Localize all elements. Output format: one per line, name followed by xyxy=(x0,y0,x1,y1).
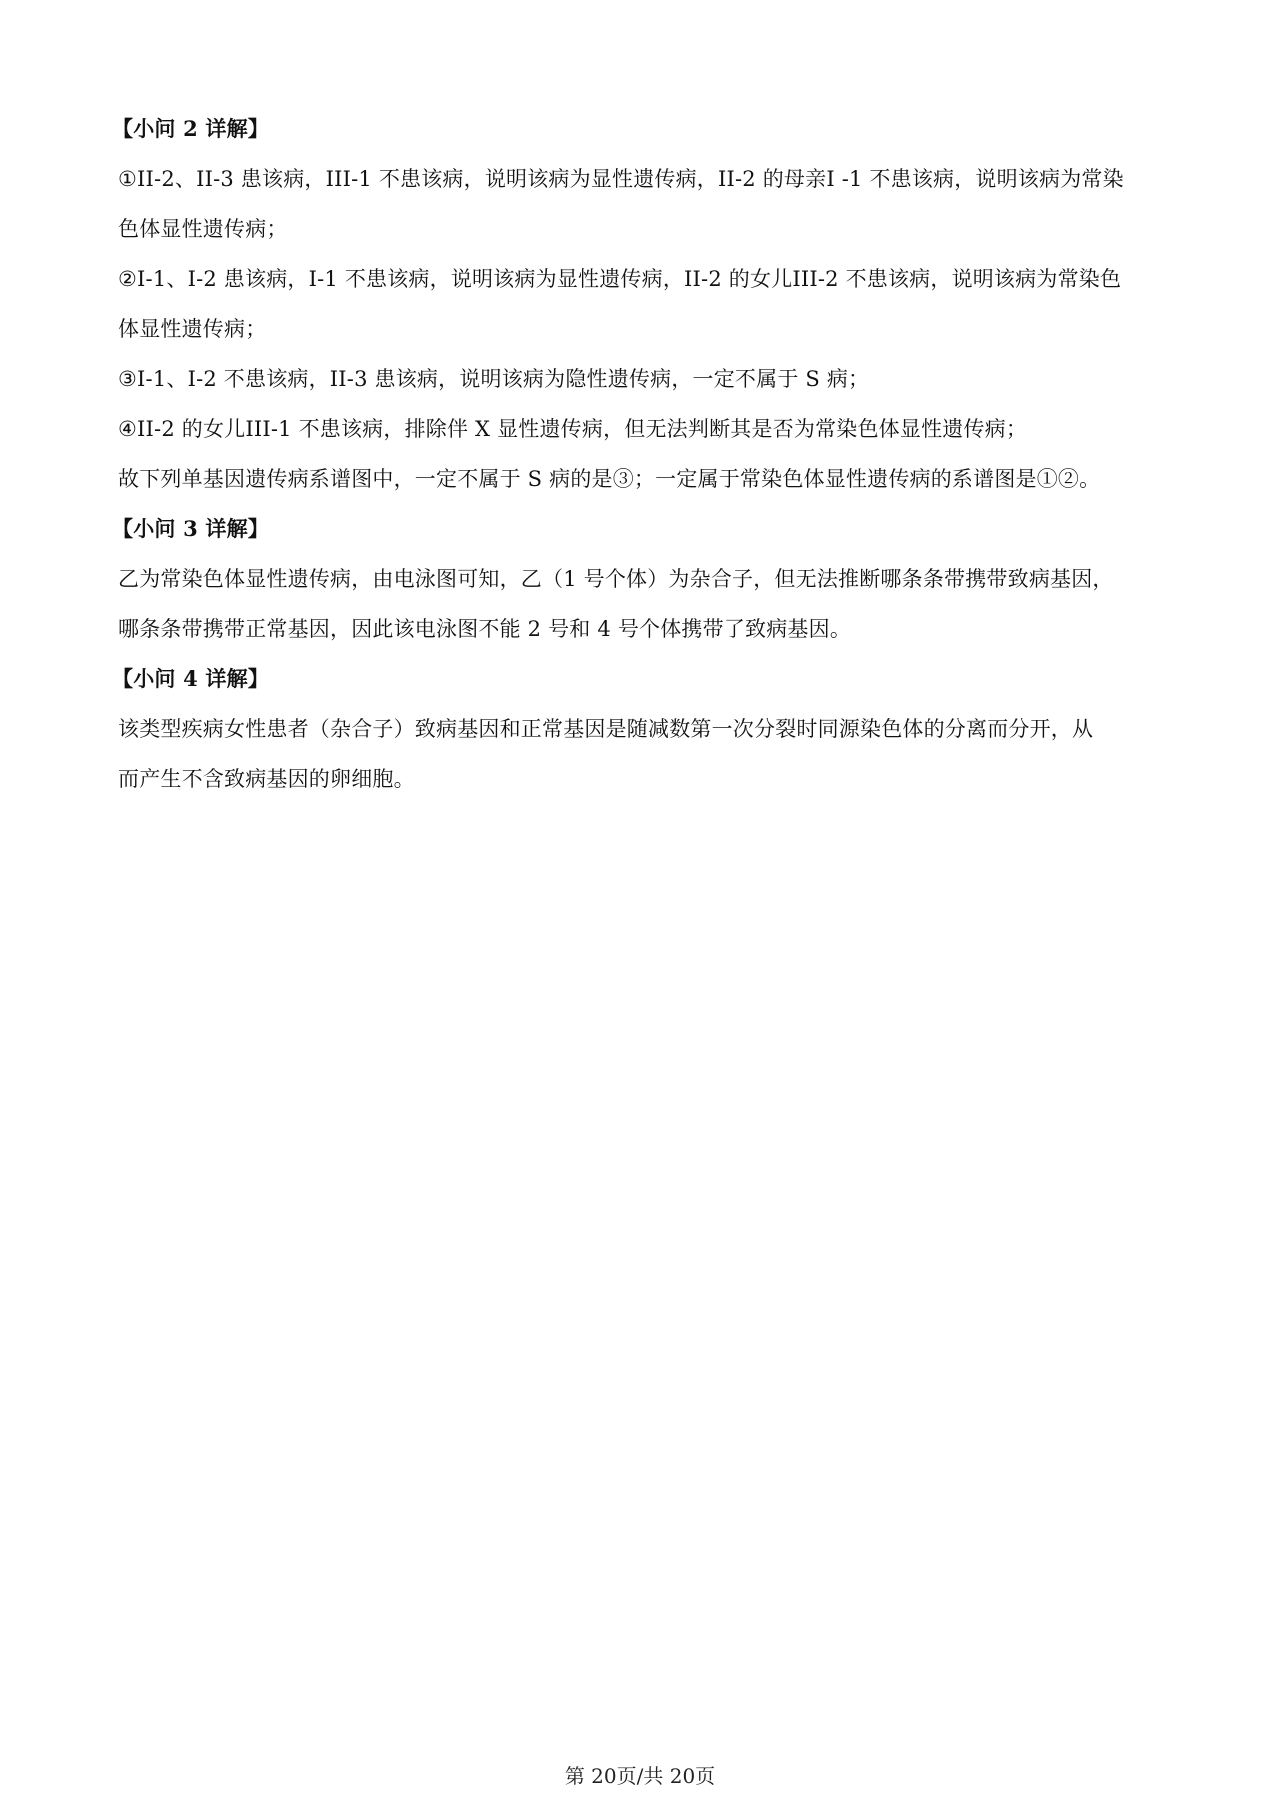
paragraph-line: 色体显性遗传病； xyxy=(118,217,288,241)
paragraph-line: ④II-2 的女儿III-1 不患该病，排除伴 X 显性遗传病，但无法判断其是否为常染色体显性遗传病； xyxy=(118,417,1028,441)
paragraph-line: 该类型疾病女性患者（杂合子）致病基因和正常基因是随减数第一次分裂时同源染色体的分离而分开，从 xyxy=(118,717,1094,741)
paragraph-line: 而产生不含致病基因的卵细胞。 xyxy=(118,767,415,791)
section-heading-q2: 【小问 2 详解】 xyxy=(112,116,270,141)
paragraph-line: 乙为常染色体显性遗传病，由电泳图可知，乙（1 号个体）为杂合子，但无法推断哪条条带携带致病基因， xyxy=(118,567,1114,591)
page-number: 第 20页/共 20页 xyxy=(564,1764,716,1788)
paragraph-line: ②I-1、I-2 患该病，I-1 不患该病，说明该病为显性遗传病，II-2 的女儿III-2 不患该病，说明该病为常染色 xyxy=(118,267,1122,291)
section-heading-q3: 【小问 3 详解】 xyxy=(112,516,270,541)
paragraph-line: ③I-1、I-2 不患该病，II-3 患该病，说明该病为隐性遗传病，一定不属于 S 病； xyxy=(118,367,870,391)
paragraph-line: 故下列单基因遗传病系谱图中，一定不属于 S 病的是③；一定属于常染色体显性遗传病的系谱图是①②。 xyxy=(118,467,1101,491)
paragraph-line: 哪条条带携带正常基因，因此该电泳图不能 2 号和 4 号个体携带了致病基因。 xyxy=(118,617,852,641)
section-heading-q4: 【小问 4 详解】 xyxy=(112,666,270,691)
document-body xyxy=(112,104,1168,804)
paragraph-line: ①II-2、II-3 患该病，III-1 不患该病，说明该病为显性遗传病，II-2 的母亲I -1 不患该病，说明该病为常染 xyxy=(118,167,1124,191)
paragraph-line: 体显性遗传病； xyxy=(118,317,267,341)
